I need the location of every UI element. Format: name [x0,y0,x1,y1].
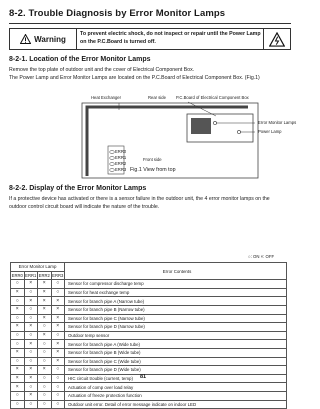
lamp-state-cell: ○ [38,340,52,349]
lamp-state-cell: ○ [11,340,25,349]
table-row [11,331,287,340]
lamp-state-cell: ○ [38,374,52,383]
table-row [11,391,287,400]
lamp-state-cell: ○ [38,391,52,400]
lamp-state-cell: × [51,357,65,366]
error-content-cell: Sensor for branch pipe A (Narrow tube) [65,297,287,306]
lamp-state-cell: × [51,323,65,332]
error-content-cell: Sensor for branch pipe C (Wide tube) [65,357,287,366]
lamp-state-cell: × [51,340,65,349]
err-label-1: ERR1 [115,155,127,160]
lamp-state-cell: ○ [51,374,65,383]
label-pcb-box: P.C.Board of Electrical Component Box [176,95,249,100]
section-text-line: If a protective device has activated or there is a sensor failure in the outdoor unit, the 4 error monitor lamps on the [9,196,270,202]
label-front-side: Front side [143,157,162,162]
table-row [11,323,287,332]
header-error-contents: Error Contents [65,263,287,280]
error-content-cell: Sensor for compressor discharge temp [65,280,287,289]
lamp-state-cell: ○ [24,400,38,409]
legend-off-symbol: × [260,254,264,259]
lamp-state-cell: ○ [24,348,38,357]
lamp-state-cell: × [38,280,52,289]
lamp-state-cell: × [24,297,38,306]
section-text-line: Remove the top plate of outdoor unit and the cover of Electrical Component Box. [9,67,195,73]
lamp-state-cell: ○ [11,400,25,409]
table-row [11,288,287,297]
error-table [10,262,287,409]
lamp-state-cell: × [11,288,25,297]
lamp-state-cell: × [11,366,25,375]
page-title: 8-2. Trouble Diagnosis by Error Monitor Lamps [9,8,226,19]
legend [248,254,274,259]
lamp-state-cell: × [24,391,38,400]
label-error-monitor-lamps: Error Monitor Lamps [258,120,297,125]
lamp-state-cell: × [38,297,52,306]
table-row [11,305,287,314]
error-content-cell: Sensor for heat exchange temp [65,288,287,297]
lamp-state-cell: × [38,366,52,375]
lamp-state-cell: × [51,314,65,323]
lamp-state-cell: × [51,305,65,314]
table-row [11,366,287,375]
lamp-state-cell: × [24,374,38,383]
table-row [11,374,287,383]
error-content-cell: HIC circuit trouble (current, temp) [65,374,287,383]
lamp-state-cell: × [24,366,38,375]
lamp-state-cell: ○ [24,288,38,297]
lamp-state-cell: ○ [11,331,25,340]
lamp-state-cell: ○ [51,280,65,289]
lamp-state-cell: × [11,305,25,314]
label-rear-side: Rear side [148,95,166,100]
section-heading-location: 8-2-1. Location of the Error Monitor Lamps [9,56,151,63]
table-row [11,348,287,357]
label-heat-exchanger: Heat Exchanger [91,95,122,100]
lamp-state-cell: ○ [11,391,25,400]
header-error-monitor-lamp: Error Monitor Lamp [11,263,65,272]
lamp-state-cell: ○ [51,331,65,340]
lamp-state-cell: ○ [24,314,38,323]
error-content-cell: Sensor for branch pipe B (Wide tube) [65,348,287,357]
lamp-state-cell: ○ [38,348,52,357]
lamp-state-cell: × [11,374,25,383]
lamp-state-cell: ○ [11,314,25,323]
lamp-state-cell: ○ [38,383,52,392]
section-text-line: outdoor control circuit board will indicate the nature of the trouble. [9,204,160,210]
table-row [11,340,287,349]
err-lamp [110,163,114,166]
lamp-state-cell: ○ [11,357,25,366]
table-row [11,383,287,392]
table-row [11,357,287,366]
error-content-cell: Sensor for branch pipe B (Narrow tube) [65,305,287,314]
err-lamp [110,157,114,160]
lamp-state-cell: ○ [24,305,38,314]
lamp-state-cell: × [11,383,25,392]
lamp-state-cell: × [24,340,38,349]
label-power-lamp: Power Lamp [258,129,282,134]
error-content-cell: Sensor for branch pipe C (Narrow tube) [65,314,287,323]
err-label-2: ERR2 [115,161,127,166]
lamp-state-cell: ○ [38,400,52,409]
section-heading-display: 8-2-2. Display of the Error Monitor Lamps [9,185,147,192]
lamp-state-cell: × [24,280,38,289]
lamp-state-cell: × [38,314,52,323]
legend-on-label: : ON [250,254,260,259]
lamp-state-cell: × [51,297,65,306]
pcb-component [191,118,211,134]
lamp-state-cell: ○ [51,288,65,297]
table-row [11,297,287,306]
lamp-state-cell: × [38,288,52,297]
error-content-cell: Sensor for branch pipe A (Wide tube) [65,340,287,349]
warning-text: To prevent electric shock, do not inspect or repair until the Power Lamp on the P.C.Board is turned off. [80,31,261,45]
header-err1: ERR1 [25,272,37,278]
lamp-state-cell: × [11,323,25,332]
lamp-state-cell: ○ [11,280,25,289]
lamp-state-cell: ○ [38,323,52,332]
lamp-state-cell: ○ [51,391,65,400]
error-content-cell: Sensor for branch pipe D (Wide tube) [65,366,287,375]
lamp-state-cell: ○ [24,383,38,392]
err-lamp [110,151,114,154]
lamp-state-cell: × [51,348,65,357]
page-number: 81 [140,374,147,380]
error-content-cell: Actuation of freeze protection function [65,391,287,400]
table-row [11,314,287,323]
legend-on-symbol: ○ [248,254,251,259]
legend-off-label: : OFF [263,254,275,259]
error-content-cell: Sensor for branch pipe D (Narrow tube) [65,323,287,332]
figure-caption: Fig.1 View from top [130,167,176,173]
lamp-state-cell: ○ [11,297,25,306]
err-lamp [110,169,114,172]
lamp-state-cell: × [38,331,52,340]
lamp-state-cell: × [11,348,25,357]
error-content-cell: Outdoor unit error. Detail of error message indicate on indoor LED [65,400,287,409]
lamp-state-cell: ○ [51,400,65,409]
lamp-state-cell: ○ [38,357,52,366]
header-err3: ERR3 [52,272,64,278]
lamp-state-cell: ○ [24,357,38,366]
table-row [11,280,287,289]
err-label-3: ERR3 [115,167,127,172]
table-row [11,400,287,409]
header-err0: ERR0 [11,272,23,278]
warning-label: Warning [34,34,66,44]
error-content-cell: Actuation of comp over load relay [65,383,287,392]
error-table-body [11,280,287,409]
lamp-state-cell: ○ [51,366,65,375]
section-text-line: The Power Lamp and Error Monitor Lamps are located on the P.C.Board of Electrical Component Box. (Fig.1) [9,75,260,81]
lamp-state-cell: × [24,323,38,332]
err-label-0: ERR0 [115,149,127,154]
error-content-cell: Outdoor temp sensor [65,331,287,340]
lamp-state-cell: × [38,305,52,314]
lamp-state-cell: ○ [51,383,65,392]
lamp-state-cell: ○ [24,331,38,340]
header-err2: ERR2 [38,272,50,278]
